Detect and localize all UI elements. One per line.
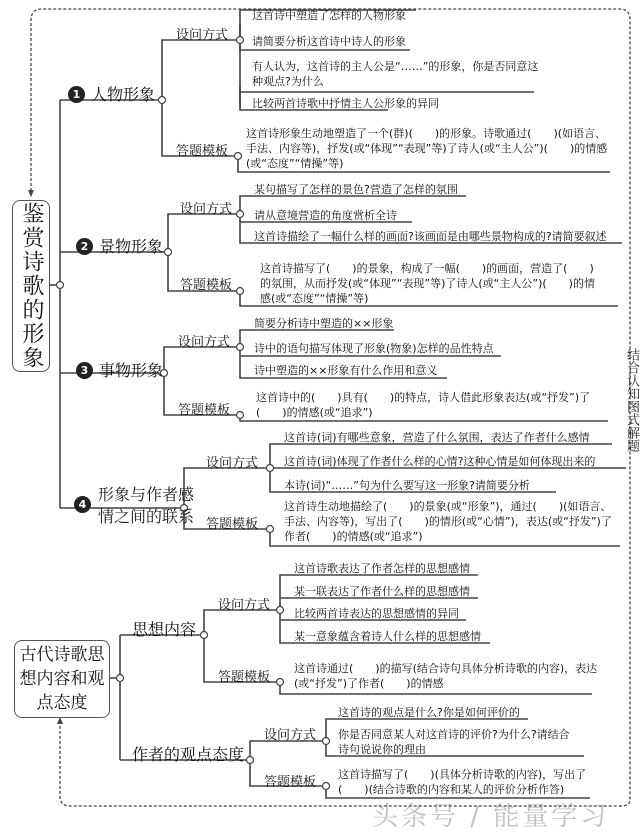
answer-template-label: 答题模板	[218, 670, 271, 685]
question-item: 诗中的语句描写体现了形象(物象)怎样的品性特点	[254, 342, 494, 355]
number-badge-1: 1	[68, 86, 85, 103]
question-item: 比较两首诗歌中抒情主人公形象的异同	[252, 97, 439, 110]
question-item: 诗中塑造的××形象有什么作用和意义	[254, 364, 438, 377]
question-item: 请从意境营造的角度赏析全诗	[254, 209, 397, 222]
question-item: 这首诗描绘了一幅什么样的画面?该画面是由哪些景物构成的?请简要叙述	[254, 230, 607, 243]
category-object-image	[76, 358, 163, 381]
question-item: 某一联表达了作者什么样的思想感情	[294, 585, 470, 598]
answer-template-text: 这首诗生动地描绘了( )的景象(或“形象”)，通过( )(如语言、手法、内容等)，写出了( )的情形(或“心情”)，表达(或“抒发”)了作者( )的情感(或“追求”)	[284, 500, 612, 543]
question-method-label: 设问方式	[180, 202, 233, 217]
number-badge-3: 3	[76, 362, 93, 379]
question-method-label: 设问方式	[178, 335, 231, 350]
answer-template-label: 答题模板	[206, 517, 259, 532]
question-item: 简要分析诗中塑造的××形象	[254, 317, 394, 330]
side-note: 结合认知图式解题	[624, 348, 639, 452]
question-item: 某一意象蕴含着诗人什么样的思想感情	[294, 630, 481, 643]
category-label: 人物形象	[91, 85, 156, 104]
question-item: 这首诗的观点是什么?你是如何评价的	[338, 706, 520, 719]
watermark: 头条号 / 能量学习	[372, 802, 610, 832]
answer-template-text: 这首诗形象生动地塑造了一个(群)( )的形象。诗歌通过( )(如语言、手法、内容等)，抒发(或“体现”“表现”等)了诗人(或“主人公”)( )的情感(或“态度”“情操”等)	[246, 127, 608, 170]
question-item: 比较两首诗表达的思想感情的异同	[294, 607, 459, 620]
question-method-label: 设问方式	[218, 598, 271, 613]
question-item: 有人认为，这首诗的主人公是“……”的形象，你是否同意这种观点?为什么	[252, 60, 539, 88]
category-scenery-image	[76, 234, 163, 257]
answer-template-label: 答题模板	[180, 278, 233, 293]
answer-template-text: 这首诗通过( )的描写(结合诗句具体分析诗歌的内容)，表达(或“抒发”)了作者( )的情感	[294, 662, 598, 690]
root-node-thought-content: 古代诗歌思想内容和观点态度	[14, 640, 110, 718]
answer-template-text: 这首诗中的( )具有( )的特点，诗人借此形象表达(或“抒发”)了( )的情感(或“追求”)	[256, 391, 591, 419]
answer-template-text: 这首诗描写了( )的景象，构成了一幅( )的画面，营造了( )的氛围，从而抒发(或“体现”“表现”等)了诗人(或“主人公”)( )的情感(或“态度”“情操”等)	[260, 262, 595, 305]
question-item: 这首诗中塑造了怎样的人物形象	[252, 9, 406, 22]
category-label-line1: 形象与作者感	[98, 485, 195, 504]
category-label: 景物形象	[99, 237, 164, 256]
question-method-label: 设问方式	[264, 728, 317, 743]
category-image-emotion-link	[74, 484, 194, 528]
number-badge-4: 4	[74, 496, 91, 513]
answer-template-label: 答题模板	[264, 775, 317, 790]
category-label-line2: 情之间的联系	[98, 507, 195, 526]
category-label: 事物形象	[99, 361, 164, 380]
category-author-viewpoint: 作者的观点态度	[132, 745, 245, 764]
question-item: 你是否同意某人对这首诗的评价?为什么?请结合诗句说说你的理由	[338, 728, 570, 756]
question-item: 某句描写了怎样的景色?营造了怎样的氛围	[254, 183, 458, 196]
question-item: 请简要分析这首诗中诗人的形象	[252, 35, 406, 48]
category-thought-content: 思想内容	[132, 620, 197, 639]
answer-template-label: 答题模板	[176, 144, 229, 159]
number-badge-2: 2	[76, 238, 93, 255]
question-method-label: 设问方式	[176, 28, 229, 43]
question-item: 这首诗(词)体现了作者什么样的心情?这种心情是如何体现出来的	[284, 455, 596, 468]
answer-template-text: 这首诗描写了( )(具体分析诗歌的内容)，写出了( )(结合诗歌的内容和某人的评价分析作答)	[338, 768, 587, 796]
category-character-image	[68, 82, 155, 105]
question-item: 本诗(词)“……”句为什么要写这一形象?请简要分析	[284, 479, 530, 492]
answer-template-label: 答题模板	[178, 403, 231, 418]
question-item: 这首诗歌表达了作者怎样的思想感情	[294, 562, 470, 575]
question-method-label: 设问方式	[206, 456, 259, 471]
root-node-appreciate-imagery: 鉴赏诗歌的形象	[12, 200, 50, 372]
question-item: 这首诗(词)有哪些意象，营造了什么氛围，表达了作者什么感情	[284, 431, 590, 444]
